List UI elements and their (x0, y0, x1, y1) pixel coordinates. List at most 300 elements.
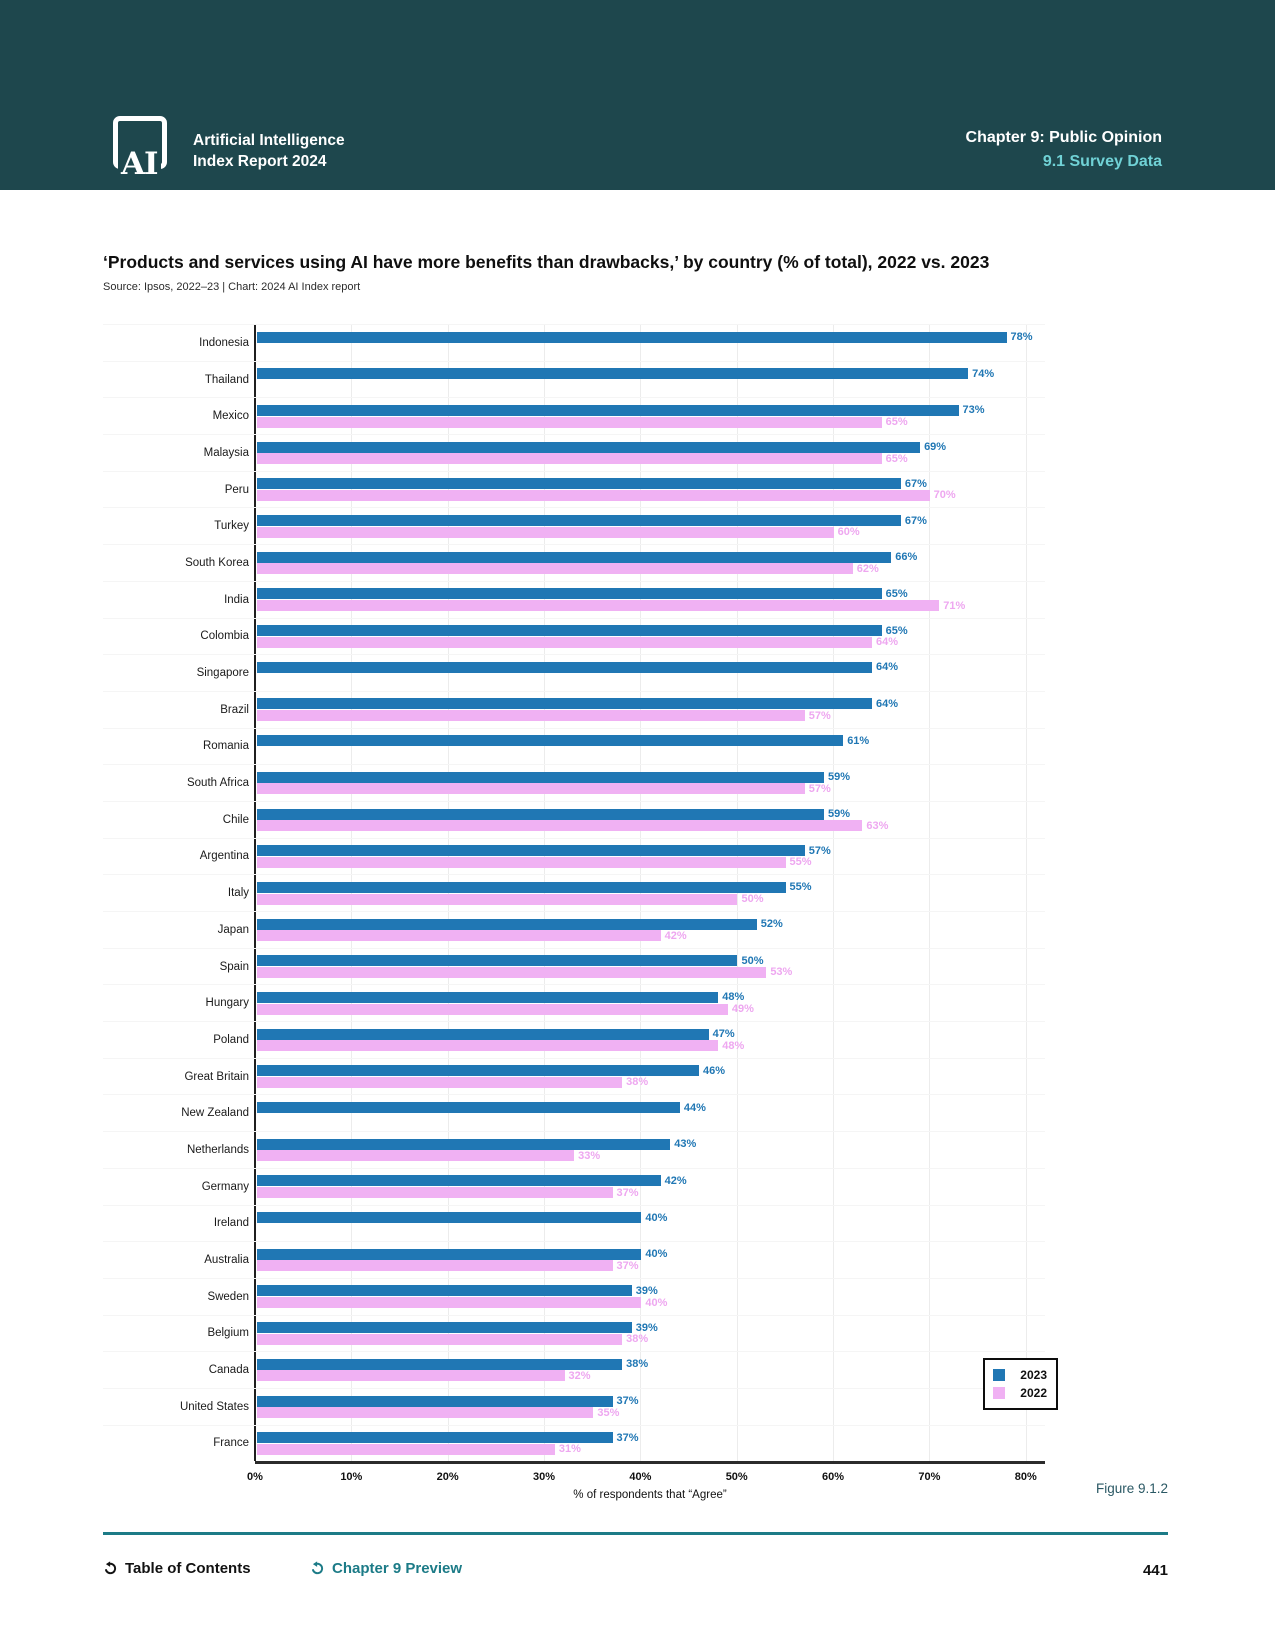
x-axis-ticks (247, 1471, 1045, 1485)
chapter-preview-link[interactable] (310, 1560, 462, 1577)
legend-label-2022: 2022 (1020, 1386, 1047, 1400)
bar-group (257, 1206, 1045, 1242)
bar-line-2023 (257, 1065, 1045, 1077)
bar-line-2023 (257, 368, 1045, 380)
bar-group (257, 1132, 1045, 1168)
value-label-2022: 63% (866, 819, 889, 832)
country-label: Brazil (220, 703, 249, 716)
bar-2023 (257, 735, 843, 746)
chart-row (103, 691, 1045, 728)
value-label-2023: 43% (674, 1138, 697, 1151)
bar-2023 (257, 662, 872, 673)
value-label-2023: 52% (760, 918, 783, 931)
x-tick-label: 50% (725, 1471, 748, 1483)
bar-group (257, 875, 1045, 911)
bar-group (257, 1389, 1045, 1425)
bar-2022 (257, 563, 853, 574)
x-tick-label: 70% (918, 1471, 941, 1483)
value-label-2023: 69% (924, 441, 947, 454)
bar-line-2022 (257, 416, 1045, 428)
country-label: Japan (217, 923, 249, 936)
bar-2022 (257, 820, 862, 831)
country-label: India (224, 593, 249, 606)
legend (983, 1358, 1058, 1410)
country-label: Colombia (200, 630, 249, 643)
chart-row (103, 544, 1045, 581)
bar-2022 (257, 1004, 728, 1015)
value-label-2022: 31% (558, 1443, 581, 1456)
value-label-2022: 33% (578, 1149, 601, 1162)
bar-line-2023 (257, 1102, 1045, 1114)
value-label-2023: 37% (616, 1395, 639, 1408)
bar-2022 (257, 417, 882, 428)
bar-line-2023 (257, 478, 1045, 490)
bar-line-2023 (257, 661, 1045, 673)
chart-row (103, 984, 1045, 1021)
country-label: Spain (219, 960, 249, 973)
chart-row (103, 1388, 1045, 1425)
ai-index-logo (113, 116, 167, 182)
bar-2022 (257, 453, 882, 464)
bar-group (257, 1095, 1045, 1131)
value-label-2023: 47% (712, 1028, 735, 1041)
bar-line-2022 (257, 1370, 1045, 1382)
country-label: Chile (222, 813, 249, 826)
bar-line-2022 (257, 967, 1045, 979)
value-label-2022: 65% (885, 452, 908, 465)
value-label-2023: 73% (962, 404, 985, 417)
figure-label: Figure 9.1.2 (1095, 1481, 1168, 1496)
bar-line-2023 (257, 955, 1045, 967)
country-label: Poland (213, 1033, 249, 1046)
bar-line-2022 (257, 526, 1045, 538)
bar-line-2023 (257, 1212, 1045, 1224)
value-label-2022: 62% (856, 562, 879, 575)
bar-2022 (257, 490, 930, 501)
bar-2022 (257, 637, 872, 648)
x-tick-label: 80% (1014, 1471, 1037, 1483)
country-label: Italy (227, 887, 249, 900)
country-label: Canada (208, 1364, 249, 1377)
bar-line-2022 (257, 600, 1045, 612)
bar-line-2022 (257, 1187, 1045, 1199)
country-label: Sweden (207, 1290, 249, 1303)
bar-2022 (257, 1260, 613, 1271)
bar-2022 (257, 1077, 622, 1088)
chart-row (103, 434, 1045, 471)
bar-2023 (257, 1249, 641, 1260)
x-tick-label: 20% (436, 1471, 459, 1483)
bar-2023 (257, 1212, 641, 1223)
bar-line-2022 (257, 857, 1045, 869)
bar-line-2023 (257, 735, 1045, 747)
bar-2023 (257, 1432, 613, 1443)
bar-group (257, 472, 1045, 508)
bar-group (257, 362, 1045, 398)
chart-rows (103, 324, 1045, 1461)
bar-line-2022 (257, 453, 1045, 465)
x-tick-label: 60% (822, 1471, 845, 1483)
value-label-2023: 74% (972, 367, 995, 380)
bar-line-2023 (257, 515, 1045, 527)
value-label-2023: 39% (635, 1284, 658, 1297)
chart-row (103, 1425, 1045, 1462)
value-label-2022: 60% (837, 526, 860, 539)
header-band (0, 0, 1275, 190)
country-label: Argentina (199, 850, 249, 863)
bar-line-2023 (257, 588, 1045, 600)
legend-item-2023 (993, 1366, 1047, 1384)
x-tick-label: 40% (629, 1471, 652, 1483)
country-label: Peru (224, 483, 249, 496)
bar-line-2023 (257, 845, 1045, 857)
value-label-2023: 61% (847, 734, 870, 747)
bar-group (257, 692, 1045, 728)
bar-2023 (257, 1139, 670, 1150)
country-label: Turkey (214, 520, 249, 533)
bar-2022 (257, 1040, 718, 1051)
bar-line-2022 (257, 1407, 1045, 1419)
bar-group (257, 912, 1045, 948)
country-label: France (213, 1437, 249, 1450)
value-label-2023: 44% (683, 1101, 706, 1114)
bar-2022 (257, 783, 805, 794)
value-label-2023: 59% (827, 771, 850, 784)
bar-line-2023 (257, 1175, 1045, 1187)
bar-group (257, 839, 1045, 875)
bar-2023 (257, 442, 920, 453)
country-label: Thailand (204, 373, 249, 386)
bar-2022 (257, 1334, 622, 1345)
legend-swatch-2022 (993, 1387, 1005, 1399)
section-title: 9.1 Survey Data (1042, 153, 1162, 170)
value-label-2022: 48% (722, 1039, 745, 1052)
value-label-2023: 64% (876, 661, 899, 674)
value-label-2023: 40% (645, 1211, 668, 1224)
bar-group (257, 1426, 1045, 1462)
bar-line-2022 (257, 636, 1045, 648)
bar-2023 (257, 515, 901, 526)
x-tick-label: 30% (533, 1471, 556, 1483)
chart-row (103, 948, 1045, 985)
bar-2023 (257, 698, 872, 709)
bar-group (257, 619, 1045, 655)
bar-line-2022 (257, 1333, 1045, 1345)
value-label-2022: 71% (943, 599, 966, 612)
bar-2023 (257, 552, 891, 563)
footer (103, 1560, 1168, 1586)
bar-line-2023 (257, 625, 1045, 637)
chart-row (103, 728, 1045, 765)
bar-line-2022 (257, 380, 1045, 392)
bar-2022 (257, 1444, 555, 1455)
bar-line-2022 (257, 563, 1045, 575)
bar-group (257, 582, 1045, 618)
chart-row (103, 361, 1045, 398)
value-label-2022: 49% (731, 1003, 754, 1016)
bar-2023 (257, 625, 882, 636)
bar-line-2022 (257, 1003, 1045, 1015)
chart-row (103, 911, 1045, 948)
chart-row (103, 801, 1045, 838)
value-label-2022: 55% (789, 856, 812, 869)
bar-2023 (257, 1322, 632, 1333)
bar-line-2022 (257, 1260, 1045, 1272)
header-chapter-block (966, 126, 1162, 174)
chart-row (103, 874, 1045, 911)
bar-line-2023 (257, 405, 1045, 417)
country-label: Hungary (205, 997, 249, 1010)
chart-title: ‘Products and services using AI have more benefits than drawbacks,’ by country (% of total), 2022 vs. 2023 (103, 252, 990, 272)
bar-group (257, 949, 1045, 985)
brand-line2: Index Report 2024 (193, 153, 327, 170)
country-label: Germany (201, 1180, 249, 1193)
bar-group (257, 1242, 1045, 1278)
value-label-2023: 67% (904, 514, 927, 527)
value-label-2023: 42% (664, 1174, 687, 1187)
value-label-2023: 78% (1010, 331, 1033, 344)
chart-row (103, 1205, 1045, 1242)
chart-row (103, 471, 1045, 508)
bar-line-2023 (257, 1322, 1045, 1334)
bar-line-2022 (257, 1223, 1045, 1235)
bar-group (257, 1169, 1045, 1205)
value-label-2023: 37% (616, 1431, 639, 1444)
bar-line-2022 (257, 1040, 1045, 1052)
value-label-2022: 37% (616, 1186, 639, 1199)
value-label-2022: 57% (808, 782, 831, 795)
bar-2023 (257, 1285, 632, 1296)
bar-group (257, 1316, 1045, 1352)
value-label-2023: 40% (645, 1248, 668, 1261)
bar-2022 (257, 710, 805, 721)
value-label-2023: 65% (885, 587, 908, 600)
bar-group (257, 398, 1045, 434)
country-label: Netherlands (186, 1143, 249, 1156)
bar-2023 (257, 368, 968, 379)
value-label-2022: 35% (597, 1406, 620, 1419)
table-of-contents-link[interactable] (103, 1560, 251, 1577)
bar-2022 (257, 894, 737, 905)
bar-line-2022 (257, 490, 1045, 502)
value-label-2022: 64% (876, 636, 899, 649)
bar-chart (103, 324, 1045, 1461)
bar-2022 (257, 930, 661, 941)
x-axis-line (255, 1461, 1045, 1464)
value-label-2022: 38% (626, 1076, 649, 1089)
bar-2023 (257, 1029, 709, 1040)
value-label-2023: 59% (827, 808, 850, 821)
bar-line-2022 (257, 893, 1045, 905)
value-label-2022: 65% (885, 416, 908, 429)
value-label-2022: 70% (933, 489, 956, 502)
bar-group (257, 325, 1045, 361)
value-label-2022: 42% (664, 929, 687, 942)
value-label-2023: 39% (635, 1321, 658, 1334)
bar-line-2023 (257, 1432, 1045, 1444)
bar-2023 (257, 882, 786, 893)
country-label: South Korea (185, 556, 249, 569)
chapter-title: Chapter 9: Public Opinion (965, 129, 1162, 146)
bar-group (257, 729, 1045, 765)
value-label-2023: 38% (626, 1358, 649, 1371)
country-label: Romania (202, 740, 249, 753)
chart-row (103, 397, 1045, 434)
bar-2022 (257, 1150, 574, 1161)
bar-line-2023 (257, 992, 1045, 1004)
bar-line-2022 (257, 1297, 1045, 1309)
bar-2022 (257, 857, 786, 868)
page-number: 441 (1142, 1562, 1168, 1579)
country-label: South Africa (186, 777, 249, 790)
bar-2023 (257, 919, 757, 930)
bar-line-2022 (257, 1077, 1045, 1089)
bar-line-2023 (257, 808, 1045, 820)
bar-line-2022 (257, 673, 1045, 685)
chart-row (103, 324, 1045, 361)
bar-group (257, 1022, 1045, 1058)
value-label-2022: 37% (616, 1259, 639, 1272)
chart-row (103, 581, 1045, 618)
value-label-2023: 66% (895, 551, 918, 564)
bar-2023 (257, 405, 959, 416)
chart-row (103, 1241, 1045, 1278)
country-label: New Zealand (181, 1107, 249, 1120)
country-label: Ireland (213, 1217, 249, 1230)
chart-row (103, 654, 1045, 691)
footer-divider (103, 1532, 1168, 1535)
bar-2023 (257, 478, 901, 489)
bar-line-2022 (257, 1113, 1045, 1125)
bar-2023 (257, 332, 1007, 343)
bar-line-2023 (257, 1248, 1045, 1260)
bar-2023 (257, 845, 805, 856)
chart-row (103, 618, 1045, 655)
bar-2023 (257, 1065, 699, 1076)
bar-line-2022 (257, 820, 1045, 832)
bar-line-2023 (257, 331, 1045, 343)
bar-2022 (257, 1370, 565, 1381)
bar-2023 (257, 1359, 622, 1370)
bar-2022 (257, 1407, 593, 1418)
bar-line-2023 (257, 1138, 1045, 1150)
country-label: United States (179, 1400, 249, 1413)
bar-2022 (257, 1187, 613, 1198)
bar-2023 (257, 992, 718, 1003)
source-line: Source: Ipsos, 2022–23 | Chart: 2024 AI Index report (103, 281, 361, 293)
value-label-2022: 50% (741, 893, 764, 905)
value-label-2023: 50% (741, 954, 764, 967)
value-label-2023: 67% (904, 477, 927, 490)
value-label-2023: 55% (789, 881, 812, 894)
bar-2022 (257, 600, 939, 611)
value-label-2022: 57% (808, 709, 831, 722)
bar-group (257, 508, 1045, 544)
country-label: Belgium (207, 1327, 249, 1340)
country-label: Great Britain (184, 1070, 249, 1083)
x-tick-label: 10% (340, 1471, 363, 1483)
chart-row (103, 1094, 1045, 1131)
bar-2022 (257, 527, 834, 538)
bar-group (257, 545, 1045, 581)
table-of-contents-label: Table of Contents (125, 1560, 251, 1577)
x-tick-label: 0% (247, 1471, 263, 1483)
bar-group (257, 1279, 1045, 1315)
country-label: Singapore (196, 667, 249, 680)
legend-label-2023: 2023 (1020, 1368, 1047, 1382)
x-axis-caption: % of respondents that “Agree” (573, 1489, 727, 1501)
country-label: Indonesia (199, 336, 249, 349)
chart-row (103, 1351, 1045, 1388)
country-label: Mexico (212, 410, 249, 423)
value-label-2023: 46% (703, 1064, 726, 1077)
legend-swatch-2023 (993, 1369, 1005, 1381)
chart-row (103, 1315, 1045, 1352)
return-icon (310, 1561, 325, 1576)
bar-2023 (257, 1102, 680, 1113)
bar-line-2023 (257, 1285, 1045, 1297)
bar-line-2023 (257, 1028, 1045, 1040)
bar-group (257, 765, 1045, 801)
bar-group (257, 435, 1045, 471)
brand-title (193, 130, 345, 174)
country-label: Malaysia (203, 446, 249, 459)
chart-row (103, 1278, 1045, 1315)
bar-2022 (257, 967, 766, 978)
bar-2023 (257, 588, 882, 599)
bar-line-2023 (257, 1395, 1045, 1407)
bar-group (257, 1059, 1045, 1095)
bar-line-2022 (257, 783, 1045, 795)
bar-2023 (257, 772, 824, 783)
bar-line-2023 (257, 918, 1045, 930)
chart-row (103, 1058, 1045, 1095)
bar-line-2022 (257, 1444, 1045, 1456)
bar-line-2023 (257, 698, 1045, 710)
country-label: Australia (204, 1254, 249, 1267)
value-label-2022: 40% (645, 1296, 668, 1309)
chapter-preview-label: Chapter 9 Preview (332, 1560, 463, 1577)
bar-line-2023 (257, 1359, 1045, 1371)
chart-row (103, 838, 1045, 875)
bar-group (257, 985, 1045, 1021)
bar-2023 (257, 809, 824, 820)
chart-row (103, 1021, 1045, 1058)
bar-2022 (257, 1297, 641, 1308)
bar-line-2022 (257, 746, 1045, 758)
chart-row (103, 1168, 1045, 1205)
value-label-2023: 48% (722, 991, 745, 1004)
bar-group (257, 655, 1045, 691)
value-label-2023: 65% (885, 624, 908, 637)
bar-2023 (257, 955, 737, 966)
bar-line-2022 (257, 1150, 1045, 1162)
bar-line-2023 (257, 882, 1045, 894)
bar-2023 (257, 1396, 613, 1407)
bar-line-2023 (257, 772, 1045, 784)
value-label-2023: 57% (808, 844, 831, 857)
chart-row (103, 507, 1045, 544)
bar-line-2023 (257, 441, 1045, 453)
legend-item-2022 (993, 1384, 1047, 1402)
bar-line-2023 (257, 551, 1045, 563)
value-label-2022: 32% (568, 1369, 591, 1382)
bar-group (257, 1352, 1045, 1388)
bar-2023 (257, 1175, 661, 1186)
value-label-2022: 38% (626, 1333, 649, 1346)
bar-line-2022 (257, 343, 1045, 355)
bar-group (257, 802, 1045, 838)
